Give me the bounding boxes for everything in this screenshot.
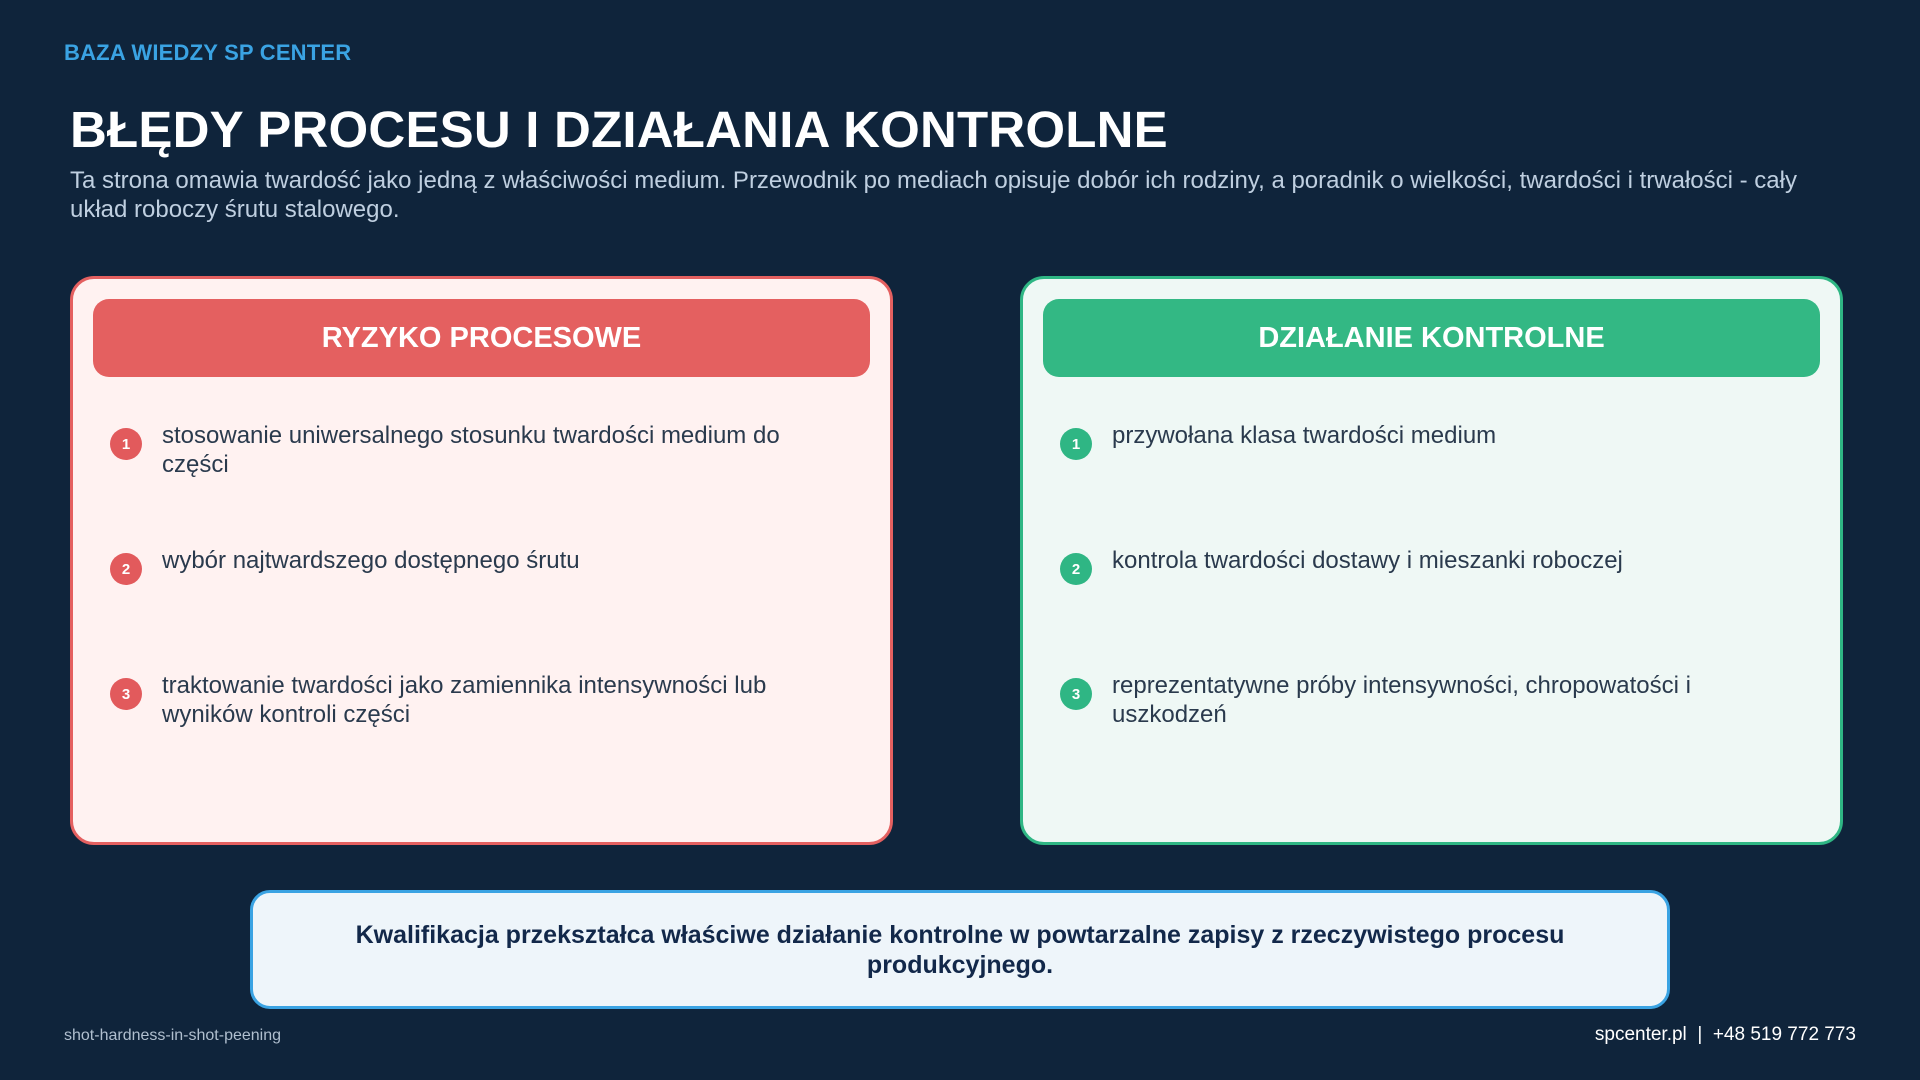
risk-item-number-badge: 2 (110, 553, 142, 585)
section-kicker: BAZA WIEDZY SP CENTER (64, 40, 352, 65)
risk-item (110, 546, 850, 585)
control-item-text: reprezentatywne próby intensywności, chropowatości i uszkodzeń (1112, 672, 1691, 728)
footer-page-slug: shot-hardness-in-shot-peening (64, 1027, 282, 1044)
risk-panel (70, 276, 893, 845)
risk-item-text: traktowanie twardości jako zamiennika intensywności lub wyników kontroli części (162, 672, 767, 728)
control-item-number-badge: 1 (1060, 428, 1092, 460)
risk-item-number-badge: 1 (110, 428, 142, 460)
risk-item (110, 421, 850, 479)
control-item (1060, 421, 1800, 460)
control-item-number-badge: 3 (1060, 678, 1092, 710)
risk-item-text: wybór najtwardszego dostępnego śrutu (162, 547, 580, 574)
risk-item-number-badge: 3 (110, 678, 142, 710)
risk-panel-heading: RYZYKO PROCESOWE (93, 299, 870, 377)
page-subtitle: Ta strona omawia twardość jako jedną z właściwości medium. Przewodnik po mediach opisuje dobór ich rodziny, a poradnik o wielkości, twardości i trwałości - cały układ roboczy śrutu stalowego. (70, 167, 1797, 223)
control-panel-heading: DZIAŁANIE KONTROLNE (1043, 299, 1820, 377)
control-item-text: kontrola twardości dostawy i mieszanki roboczej (1112, 547, 1623, 574)
control-item-number-badge: 2 (1060, 553, 1092, 585)
qualification-callout (250, 890, 1670, 1009)
risk-item (110, 671, 850, 729)
control-item (1060, 671, 1800, 729)
control-item-text: przywołana klasa twardości medium (1112, 422, 1497, 449)
footer-contact: spcenter.pl | +48 519 772 773 (1594, 1024, 1856, 1045)
risk-item-text: stosowanie uniwersalnego stosunku twardości medium do części (162, 422, 780, 478)
page-title: BŁĘDY PROCESU I DZIAŁANIA KONTROLNE (70, 101, 1168, 158)
control-item (1060, 546, 1800, 585)
control-panel (1020, 276, 1843, 845)
callout-text: Kwalifikacja przekształca właściwe działanie kontrolne w powtarzalne zapisy z rzeczywistego procesu produkcyjnego. (355, 920, 1565, 979)
